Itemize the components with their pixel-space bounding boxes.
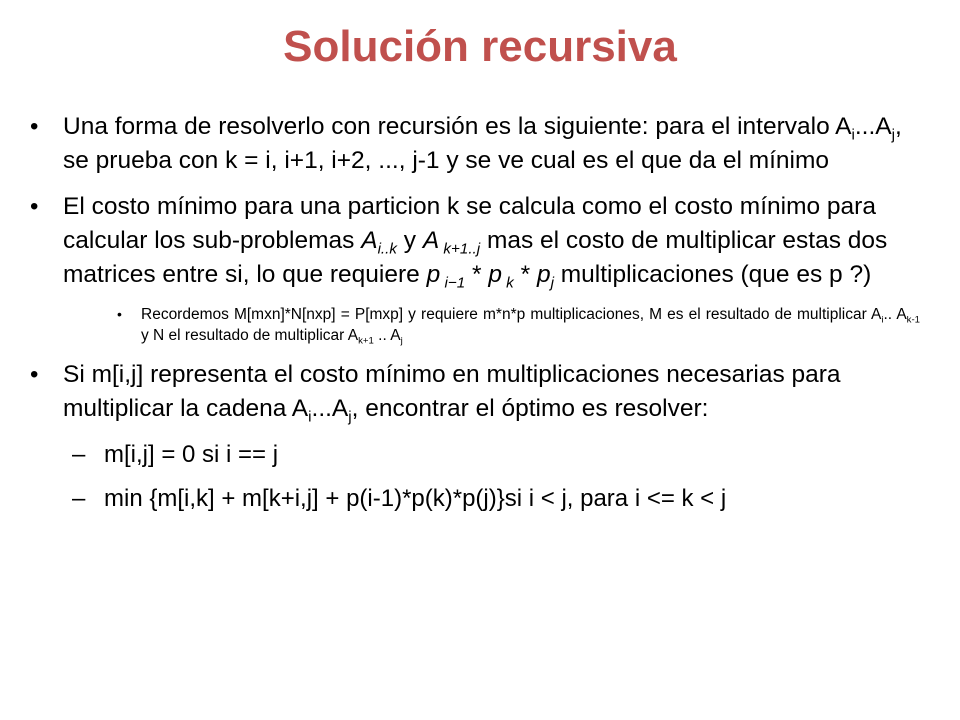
math-symbol: A	[422, 227, 440, 254]
subscript: j	[550, 274, 554, 292]
bullet-text: multiplicaciones (que es p ?)	[553, 261, 872, 288]
sub-bullet-reminder	[117, 304, 920, 346]
bullet-recurrence-definition	[30, 358, 920, 426]
bullet-marker: •	[30, 193, 39, 220]
subscript: j	[348, 408, 352, 426]
bullet-text: Una forma de resolverlo con recursión es la siguiente: para el intervalo A	[63, 113, 852, 140]
bullet-text: Recordemos M[mxn]*N[nxp] = P[mxp] y requiere m*n*p multiplicaciones, M es el resultado de multiplicar A	[141, 306, 882, 323]
math-symbol: A	[361, 227, 378, 254]
subscript: k	[501, 274, 514, 292]
bullet-text: .. A	[883, 306, 907, 323]
slide-content	[30, 110, 920, 526]
subscript: k-1	[906, 314, 920, 326]
bullet-text: ...A	[311, 395, 349, 422]
dash-item-recursive-case	[72, 482, 920, 516]
dash-marker: –	[72, 441, 86, 468]
bullet-text: mas el costo de multiplicar estas dos matrices entre si, lo que requiere	[63, 227, 888, 288]
bullet-text: , se prueba con k = i, i+1, i+2, ..., j-1 y se ve cual es el que da el mínimo	[63, 113, 902, 174]
bullet-text: , encontrar el óptimo es resolver:	[351, 395, 709, 422]
bullet-text: .. A	[373, 327, 401, 344]
bullet-marker: •	[117, 306, 122, 322]
bullet-text: y N el resultado de multiplicar A	[141, 327, 359, 344]
bullet-text: *	[513, 261, 537, 288]
bullet-text: *	[465, 261, 489, 288]
subscript: i	[851, 126, 855, 144]
bullet-partition-cost	[30, 190, 920, 292]
dash-item-base-case	[72, 438, 920, 472]
dash-text: m[i,j] = 0 si i == j	[104, 441, 279, 468]
slide-title: Solución recursiva	[283, 22, 677, 71]
subscript: i−1	[440, 274, 466, 292]
subscript: i	[881, 314, 884, 326]
dash-text: min {m[i,k] + m[k+i,j] + p(i-1)*p(k)*p(j)}si i < j, para i <= k < j	[104, 485, 727, 512]
dash-marker: –	[72, 485, 86, 512]
subscript: j	[400, 335, 403, 347]
math-symbol: p	[426, 261, 441, 288]
bullet-text: Si m[i,j] representa el costo mínimo en multiplicaciones necesarias para multiplicar la cadena A	[63, 361, 841, 422]
subscript: k+1..j	[439, 240, 481, 258]
bullet-marker: •	[30, 361, 39, 388]
bullet-text: El costo mínimo para una particion k se calcula como el costo mínimo para calcular los sub-problemas	[63, 193, 876, 254]
subscript: j	[891, 126, 896, 144]
bullet-text: y	[396, 227, 423, 254]
math-symbol: p	[488, 261, 502, 288]
bullet-recursion-approach	[30, 110, 920, 178]
math-symbol: p	[536, 261, 551, 288]
bullet-marker: •	[30, 113, 39, 140]
subscript: i	[308, 408, 312, 426]
subscript: k+1	[358, 335, 374, 347]
bullet-text: ...A	[854, 113, 892, 140]
subscript: i..k	[377, 240, 397, 258]
